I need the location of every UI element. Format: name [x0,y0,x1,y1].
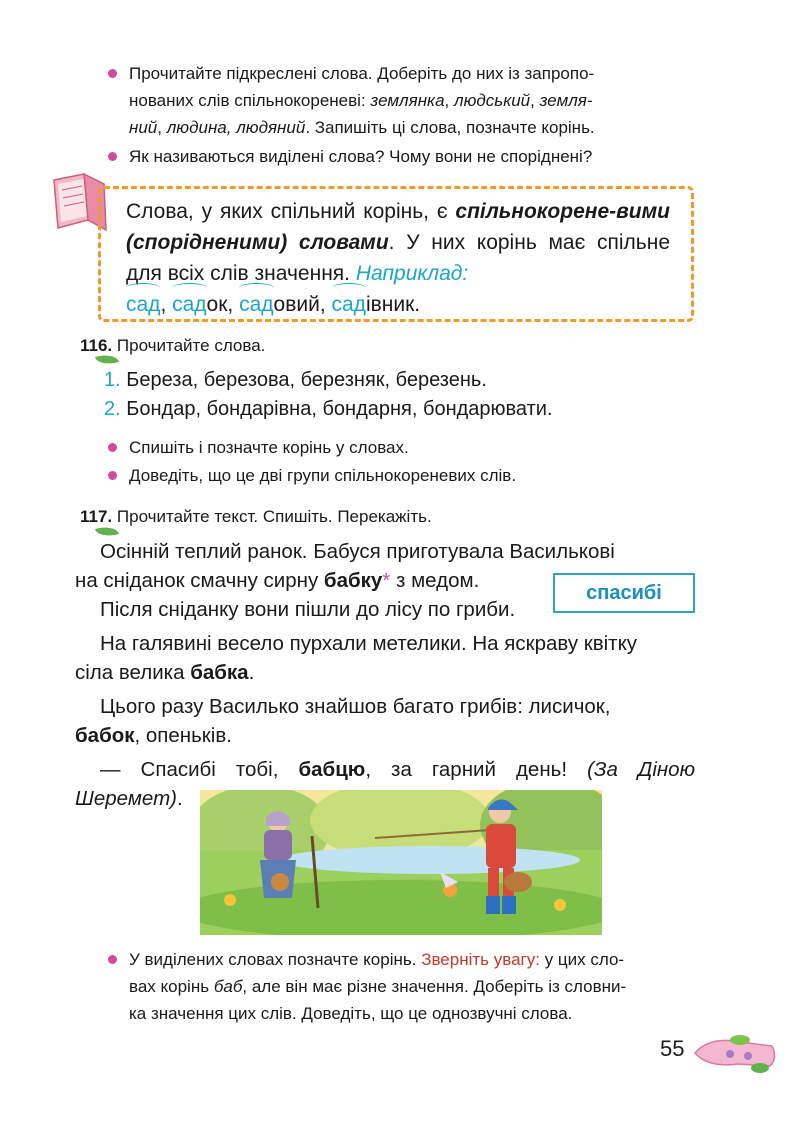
bullet-part: вах корінь [129,977,214,996]
story-part: сіла велика [75,661,191,684]
illustration-image [200,790,602,935]
attention-label: Зверніть увагу: [421,950,540,969]
bullet-part: Прочитайте підкреслені слова. Доберіть до них із запропо- [129,64,595,83]
root-example: баб [213,977,243,996]
example-word: людський [453,91,531,110]
footnote-star: * [382,569,391,592]
forest-illustration [200,790,602,935]
story-part: на сніданок смачну сирну [75,569,324,592]
story-line [75,721,695,750]
bullet-part: У виділених словах позначте корінь. [129,950,422,969]
list-text: Береза, березова, березняк, березень. [126,369,487,391]
task-117-header [80,505,432,529]
rule-text [126,196,670,320]
scroll-decoration-icon [690,1028,780,1078]
example-word [332,293,415,316]
story-line: На галявині весело пурхали метелики. На яскраву квітку [100,632,638,655]
bullet-dot-icon [108,152,117,161]
task-instruction: Прочитайте слова. [116,336,266,355]
list-number: 1. [104,369,121,391]
author-credit: (За Діною [587,758,695,781]
story-line [75,658,695,687]
list-number: 2. [104,398,121,420]
example-word: людина, людяний [166,118,306,137]
highlighted-word: бабок [75,724,135,747]
highlighted-word: бабцю [298,758,366,781]
story-line: Осінній теплий ранок. Бабуся приготувала Василькові [100,540,615,563]
root-arc-icon [332,283,366,293]
bullet-part: , [530,91,540,110]
vocabulary-word-box [553,573,695,613]
bullet-part: . Запишіть ці слова, позначте корінь. [305,118,595,137]
story-part: , за гарний день! [365,758,588,781]
highlighted-word: бабку [323,569,383,592]
list-item [104,366,553,395]
example-word: ний [129,118,158,137]
bullet-text [129,60,708,141]
instruction-bullet-1 [108,60,708,141]
example-word [239,293,320,316]
highlighted-word: бабка [190,661,249,684]
word-list [104,366,553,424]
task-116-bullet-2 [108,462,708,489]
bullet-part: , [444,91,454,110]
word-root: сад [239,289,273,320]
word-rest: івник [365,293,415,316]
task-instruction: Прочитайте текст. Спишіть. Перекажіть. [116,507,432,526]
word-rest: овий [273,293,320,316]
list-text: Бондар, бондарівна, бондарня, бондарювати. [126,398,553,420]
bullet-dot-icon [108,443,117,452]
example-words: сад , сад ок, сад овий, сад івник. [126,293,420,316]
word-root: сад [332,289,366,320]
word-rest: ок [206,293,228,316]
bullet-text: Спишіть і позначте корінь у словах. [129,438,409,457]
author-credit: Шеремет) [75,787,177,810]
task-number: 117. [80,507,113,526]
bullet-dot-icon [108,955,117,964]
root-arc-icon [172,283,206,293]
bullet-dot-icon [108,69,117,78]
list-item [104,395,553,424]
bullet-part: нованих слів спільнокореневі: [129,91,371,110]
story-line [75,755,695,784]
rule-term: спільнокорене-вими (спорідненими) словами [126,200,670,254]
bullet-text [129,143,708,170]
word-root: сад [172,289,206,320]
bullet-part: ка значення цих слів. Доведіть, що це однозвучні слова. [129,1004,573,1023]
bullet-dot-icon [108,471,117,480]
bullet-text [129,946,698,1027]
story-part: . [248,661,255,684]
root-arc-icon [126,283,160,293]
final-bullet [108,946,698,1027]
story-line: Цього разу Василько знайшов багато грибів: лисичок, [100,695,611,718]
story-part: , опеньків. [134,724,232,747]
word-root: сад [126,289,160,320]
root-arc-icon [239,283,273,293]
story-part: — Спасибі тобі, [100,758,299,781]
instruction-bullet-2 [108,143,708,170]
example-word: земля- [539,91,593,110]
rule-text-part: Слова, у яких спільний корінь, є [126,200,456,223]
task-number: 116. [80,336,113,355]
bullet-part: у цих сло- [539,950,625,969]
example-word [126,293,160,316]
bullet-text: Доведіть, що це дві групи спільнокореневих слів. [129,466,517,485]
page-number: 55 [660,1036,685,1061]
task-116-header [80,334,265,358]
bullet-part: , але він має різне значення. Доберіть із словни- [242,977,627,996]
example-word [172,293,227,316]
story-part: . [176,787,183,810]
bullet-part: Як називаються виділені слова? Чому вони не споріднені? [129,147,593,166]
example-label: Наприклад: [355,262,469,285]
example-word: землянка [370,91,445,110]
story-line: Після сніданку вони пішли до лісу по гриби. [100,598,516,621]
task-116-bullet-1 [108,434,708,461]
story-part: з медом. [390,569,480,592]
vocabulary-word: спасибі [586,582,662,604]
rule-text-part: . У них корінь має спільне для всіх слів значення. [126,231,671,285]
bullet-part: , [157,118,167,137]
